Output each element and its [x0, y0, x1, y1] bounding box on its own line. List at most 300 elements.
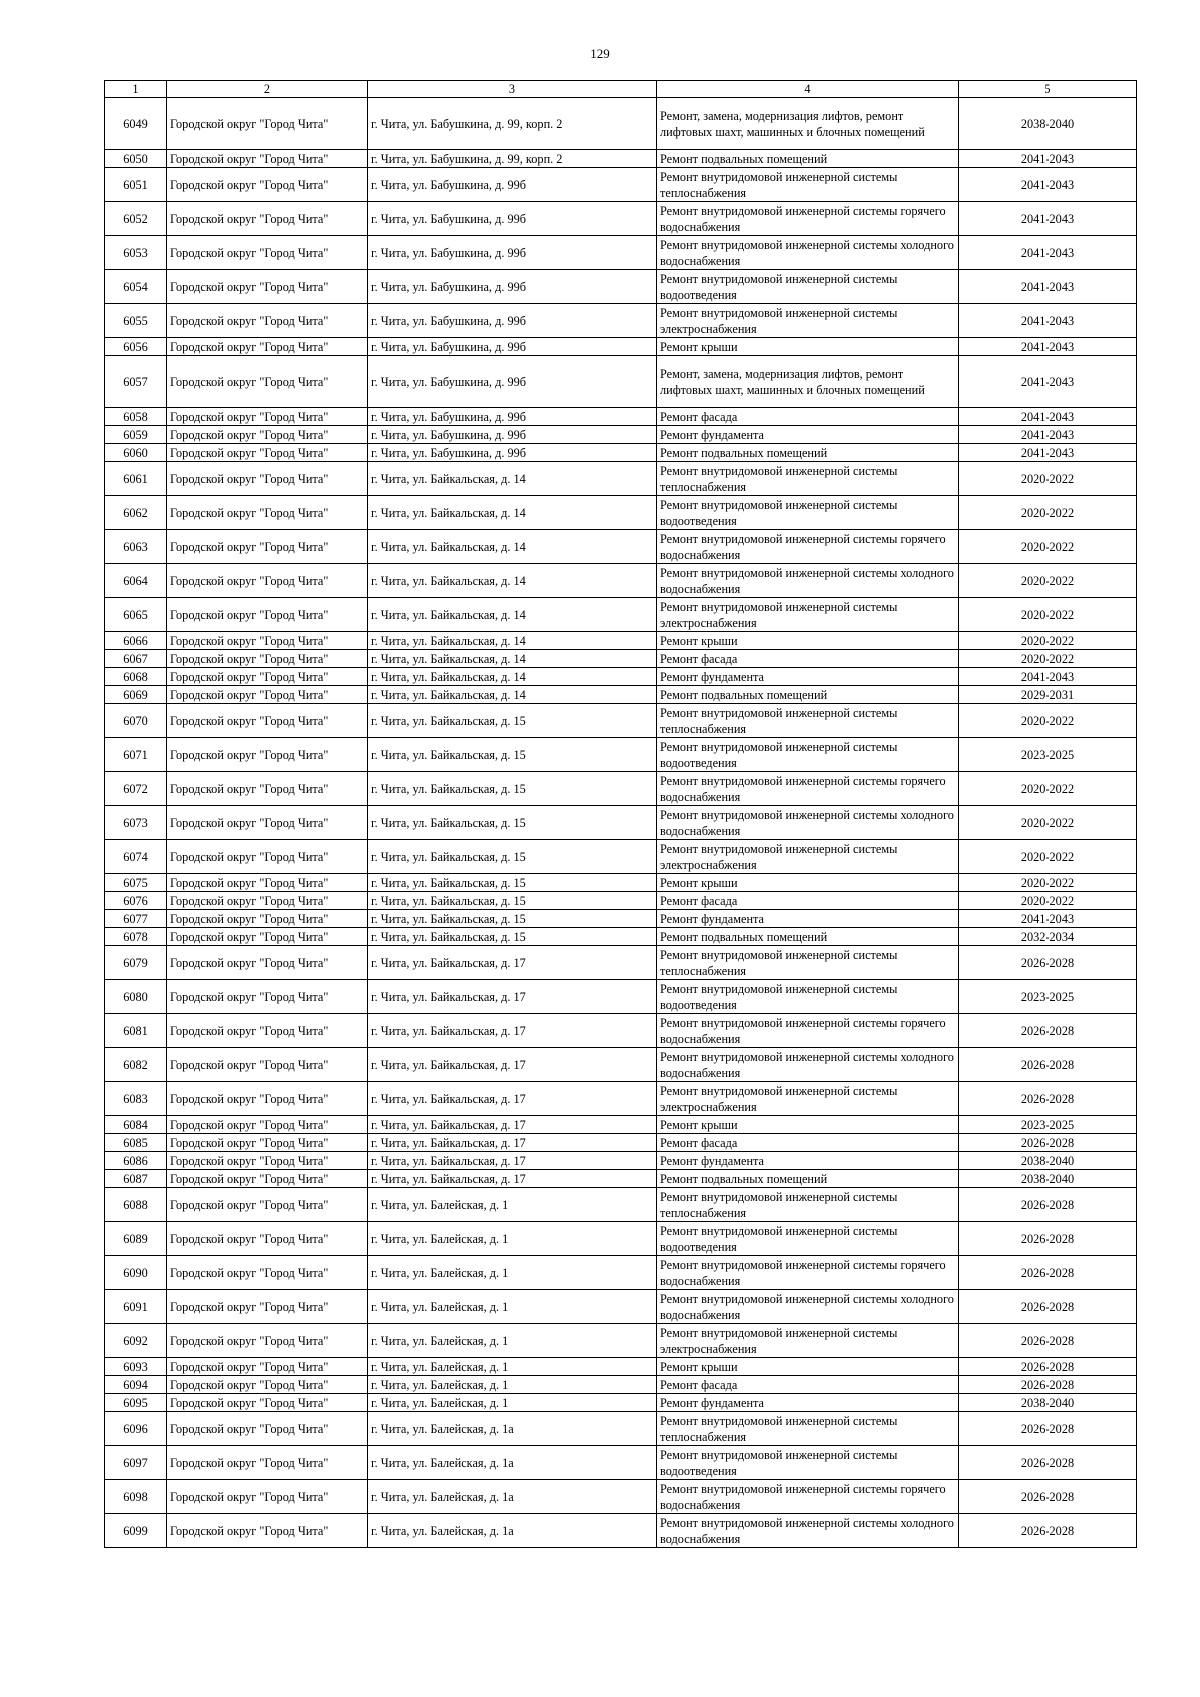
- period-cell: 2026-2028: [959, 1324, 1137, 1358]
- column-header: 2: [167, 81, 368, 98]
- row-number: 6052: [105, 202, 167, 236]
- row-number: 6057: [105, 356, 167, 408]
- period-cell: 2020-2022: [959, 806, 1137, 840]
- municipality-cell: Городской округ "Город Чита": [167, 496, 368, 530]
- period-cell: 2041-2043: [959, 338, 1137, 356]
- table-row: [105, 1188, 1137, 1222]
- municipality-cell: Городской округ "Город Чита": [167, 1394, 368, 1412]
- work-type-cell: Ремонт внутридомовой инженерной системы водоотведения: [657, 496, 959, 530]
- address-cell: г. Чита, ул. Бабушкина, д. 99б: [368, 236, 657, 270]
- address-cell: г. Чита, ул. Бабушкина, д. 99, корп. 2: [368, 150, 657, 168]
- period-cell: 2020-2022: [959, 892, 1137, 910]
- table-row: [105, 1394, 1137, 1412]
- period-cell: 2032-2034: [959, 928, 1137, 946]
- address-cell: г. Чита, ул. Байкальская, д. 14: [368, 564, 657, 598]
- row-number: 6066: [105, 632, 167, 650]
- table-row: [105, 946, 1137, 980]
- work-type-cell: Ремонт внутридомовой инженерной системы электроснабжения: [657, 840, 959, 874]
- period-cell: 2041-2043: [959, 426, 1137, 444]
- address-cell: г. Чита, ул. Балейская, д. 1: [368, 1290, 657, 1324]
- row-number: 6095: [105, 1394, 167, 1412]
- row-number: 6087: [105, 1170, 167, 1188]
- row-number: 6090: [105, 1256, 167, 1290]
- work-type-cell: Ремонт внутридомовой инженерной системы водоотведения: [657, 738, 959, 772]
- work-type-cell: Ремонт крыши: [657, 338, 959, 356]
- municipality-cell: Городской округ "Город Чита": [167, 462, 368, 496]
- period-cell: 2026-2028: [959, 1222, 1137, 1256]
- table-row: [105, 928, 1137, 946]
- address-cell: г. Чита, ул. Байкальская, д. 17: [368, 1170, 657, 1188]
- municipality-cell: Городской округ "Город Чита": [167, 530, 368, 564]
- table-row: [105, 806, 1137, 840]
- table-row: [105, 236, 1137, 270]
- period-cell: 2041-2043: [959, 356, 1137, 408]
- period-cell: 2041-2043: [959, 910, 1137, 928]
- work-type-cell: Ремонт внутридомовой инженерной системы теплоснабжения: [657, 168, 959, 202]
- table-row: [105, 1480, 1137, 1514]
- table-row: [105, 598, 1137, 632]
- period-cell: 2020-2022: [959, 650, 1137, 668]
- municipality-cell: Городской округ "Город Чита": [167, 928, 368, 946]
- row-number: 6070: [105, 704, 167, 738]
- period-cell: 2026-2028: [959, 1290, 1137, 1324]
- table-row: [105, 270, 1137, 304]
- address-cell: г. Чита, ул. Байкальская, д. 15: [368, 874, 657, 892]
- work-type-cell: Ремонт фасада: [657, 1376, 959, 1394]
- municipality-cell: Городской округ "Город Чита": [167, 1376, 368, 1394]
- period-cell: 2041-2043: [959, 270, 1137, 304]
- work-type-cell: Ремонт внутридомовой инженерной системы горячего водоснабжения: [657, 1014, 959, 1048]
- period-cell: 2020-2022: [959, 772, 1137, 806]
- table-row: [105, 980, 1137, 1014]
- period-cell: 2041-2043: [959, 168, 1137, 202]
- address-cell: г. Чита, ул. Байкальская, д. 17: [368, 1134, 657, 1152]
- address-cell: г. Чита, ул. Байкальская, д. 15: [368, 928, 657, 946]
- work-type-cell: Ремонт внутридомовой инженерной системы горячего водоснабжения: [657, 1256, 959, 1290]
- work-type-cell: Ремонт подвальных помещений: [657, 928, 959, 946]
- row-number: 6054: [105, 270, 167, 304]
- work-type-cell: Ремонт внутридомовой инженерной системы теплоснабжения: [657, 1188, 959, 1222]
- period-cell: 2020-2022: [959, 704, 1137, 738]
- address-cell: г. Чита, ул. Балейская, д. 1: [368, 1256, 657, 1290]
- period-cell: 2026-2028: [959, 1514, 1137, 1548]
- work-type-cell: Ремонт фасада: [657, 1134, 959, 1152]
- table-row: [105, 632, 1137, 650]
- municipality-cell: Городской округ "Город Чита": [167, 1188, 368, 1222]
- period-cell: 2041-2043: [959, 202, 1137, 236]
- column-header: 3: [368, 81, 657, 98]
- period-cell: 2038-2040: [959, 1394, 1137, 1412]
- row-number: 6067: [105, 650, 167, 668]
- table-row: [105, 408, 1137, 426]
- period-cell: 2020-2022: [959, 496, 1137, 530]
- row-number: 6053: [105, 236, 167, 270]
- municipality-cell: Городской округ "Город Чита": [167, 840, 368, 874]
- work-type-cell: Ремонт фундамента: [657, 668, 959, 686]
- table-row: [105, 874, 1137, 892]
- table-row: [105, 704, 1137, 738]
- address-cell: г. Чита, ул. Балейская, д. 1: [368, 1324, 657, 1358]
- period-cell: 2026-2028: [959, 1188, 1137, 1222]
- address-cell: г. Чита, ул. Байкальская, д. 17: [368, 980, 657, 1014]
- work-type-cell: Ремонт внутридомовой инженерной системы горячего водоснабжения: [657, 530, 959, 564]
- address-cell: г. Чита, ул. Байкальская, д. 17: [368, 1152, 657, 1170]
- period-cell: 2041-2043: [959, 150, 1137, 168]
- work-type-cell: Ремонт крыши: [657, 874, 959, 892]
- table-row: [105, 1014, 1137, 1048]
- address-cell: г. Чита, ул. Байкальская, д. 15: [368, 840, 657, 874]
- period-cell: 2026-2028: [959, 1412, 1137, 1446]
- table-row: [105, 1446, 1137, 1480]
- row-number: 6089: [105, 1222, 167, 1256]
- row-number: 6074: [105, 840, 167, 874]
- row-number: 6088: [105, 1188, 167, 1222]
- row-number: 6094: [105, 1376, 167, 1394]
- row-number: 6098: [105, 1480, 167, 1514]
- period-cell: 2041-2043: [959, 236, 1137, 270]
- work-type-cell: Ремонт внутридомовой инженерной системы холодного водоснабжения: [657, 236, 959, 270]
- row-number: 6055: [105, 304, 167, 338]
- municipality-cell: Городской округ "Город Чита": [167, 202, 368, 236]
- work-type-cell: Ремонт подвальных помещений: [657, 150, 959, 168]
- row-number: 6063: [105, 530, 167, 564]
- period-cell: 2023-2025: [959, 980, 1137, 1014]
- column-header: 1: [105, 81, 167, 98]
- table-row: [105, 772, 1137, 806]
- municipality-cell: Городской округ "Город Чита": [167, 426, 368, 444]
- address-cell: г. Чита, ул. Байкальская, д. 17: [368, 1082, 657, 1116]
- work-type-cell: Ремонт крыши: [657, 1116, 959, 1134]
- period-cell: 2041-2043: [959, 408, 1137, 426]
- work-type-cell: Ремонт внутридомовой инженерной системы электроснабжения: [657, 1082, 959, 1116]
- municipality-cell: Городской округ "Город Чита": [167, 408, 368, 426]
- municipality-cell: Городской округ "Город Чита": [167, 598, 368, 632]
- work-type-cell: Ремонт крыши: [657, 632, 959, 650]
- table-row: [105, 1324, 1137, 1358]
- table-row: [105, 1170, 1137, 1188]
- table-row: [105, 892, 1137, 910]
- table-row: [105, 738, 1137, 772]
- period-cell: 2020-2022: [959, 874, 1137, 892]
- work-type-cell: Ремонт внутридомовой инженерной системы холодного водоснабжения: [657, 1048, 959, 1082]
- municipality-cell: Городской округ "Город Чита": [167, 946, 368, 980]
- address-cell: г. Чита, ул. Балейская, д. 1: [368, 1376, 657, 1394]
- table-row: [105, 356, 1137, 408]
- column-header: 5: [959, 81, 1137, 98]
- municipality-cell: Городской округ "Город Чита": [167, 772, 368, 806]
- table-row: [105, 1290, 1137, 1324]
- municipality-cell: Городской округ "Город Чита": [167, 338, 368, 356]
- row-number: 6097: [105, 1446, 167, 1480]
- municipality-cell: Городской округ "Город Чита": [167, 910, 368, 928]
- row-number: 6076: [105, 892, 167, 910]
- row-number: 6072: [105, 772, 167, 806]
- table-header-row: [105, 81, 1137, 98]
- municipality-cell: Городской округ "Город Чита": [167, 444, 368, 462]
- municipality-cell: Городской округ "Город Чита": [167, 1152, 368, 1170]
- work-type-cell: Ремонт внутридомовой инженерной системы водоотведения: [657, 1446, 959, 1480]
- row-number: 6079: [105, 946, 167, 980]
- work-type-cell: Ремонт подвальных помещений: [657, 686, 959, 704]
- address-cell: г. Чита, ул. Байкальская, д. 17: [368, 1116, 657, 1134]
- municipality-cell: Городской округ "Город Чита": [167, 1446, 368, 1480]
- municipality-cell: Городской округ "Город Чита": [167, 304, 368, 338]
- table-row: [105, 98, 1137, 150]
- municipality-cell: Городской округ "Город Чита": [167, 892, 368, 910]
- address-cell: г. Чита, ул. Бабушкина, д. 99, корп. 2: [368, 98, 657, 150]
- table-row: [105, 1256, 1137, 1290]
- address-cell: г. Чита, ул. Балейская, д. 1: [368, 1188, 657, 1222]
- municipality-cell: Городской округ "Город Чита": [167, 874, 368, 892]
- address-cell: г. Чита, ул. Балейская, д. 1: [368, 1394, 657, 1412]
- municipality-cell: Городской округ "Город Чита": [167, 632, 368, 650]
- work-type-cell: Ремонт фундамента: [657, 426, 959, 444]
- address-cell: г. Чита, ул. Балейская, д. 1а: [368, 1514, 657, 1548]
- row-number: 6084: [105, 1116, 167, 1134]
- address-cell: г. Чита, ул. Балейская, д. 1а: [368, 1446, 657, 1480]
- period-cell: 2026-2028: [959, 1014, 1137, 1048]
- municipality-cell: Городской округ "Город Чита": [167, 1014, 368, 1048]
- period-cell: 2026-2028: [959, 1446, 1137, 1480]
- table-row: [105, 1134, 1137, 1152]
- work-type-cell: Ремонт внутридомовой инженерной системы электроснабжения: [657, 1324, 959, 1358]
- repair-schedule-table: [104, 80, 1137, 1548]
- work-type-cell: Ремонт фасада: [657, 892, 959, 910]
- row-number: 6078: [105, 928, 167, 946]
- row-number: 6056: [105, 338, 167, 356]
- work-type-cell: Ремонт внутридомовой инженерной системы холодного водоснабжения: [657, 1514, 959, 1548]
- address-cell: г. Чита, ул. Бабушкина, д. 99б: [368, 270, 657, 304]
- municipality-cell: Городской округ "Город Чита": [167, 686, 368, 704]
- municipality-cell: Городской округ "Город Чита": [167, 980, 368, 1014]
- row-number: 6065: [105, 598, 167, 632]
- address-cell: г. Чита, ул. Бабушкина, д. 99б: [368, 408, 657, 426]
- row-number: 6062: [105, 496, 167, 530]
- work-type-cell: Ремонт внутридомовой инженерной системы горячего водоснабжения: [657, 1480, 959, 1514]
- column-header: 4: [657, 81, 959, 98]
- row-number: 6099: [105, 1514, 167, 1548]
- municipality-cell: Городской округ "Город Чита": [167, 1358, 368, 1376]
- address-cell: г. Чита, ул. Балейская, д. 1: [368, 1222, 657, 1256]
- table-row: [105, 150, 1137, 168]
- work-type-cell: Ремонт фундамента: [657, 910, 959, 928]
- period-cell: 2023-2025: [959, 1116, 1137, 1134]
- row-number: 6061: [105, 462, 167, 496]
- address-cell: г. Чита, ул. Бабушкина, д. 99б: [368, 426, 657, 444]
- table-row: [105, 910, 1137, 928]
- municipality-cell: Городской округ "Город Чита": [167, 1116, 368, 1134]
- table-row: [105, 496, 1137, 530]
- municipality-cell: Городской округ "Город Чита": [167, 1290, 368, 1324]
- row-number: 6075: [105, 874, 167, 892]
- municipality-cell: Городской округ "Город Чита": [167, 704, 368, 738]
- work-type-cell: Ремонт внутридомовой инженерной системы теплоснабжения: [657, 946, 959, 980]
- period-cell: 2026-2028: [959, 1134, 1137, 1152]
- address-cell: г. Чита, ул. Байкальская, д. 14: [368, 530, 657, 564]
- period-cell: 2026-2028: [959, 1082, 1137, 1116]
- work-type-cell: Ремонт фасада: [657, 408, 959, 426]
- row-number: 6082: [105, 1048, 167, 1082]
- address-cell: г. Чита, ул. Бабушкина, д. 99б: [368, 444, 657, 462]
- address-cell: г. Чита, ул. Байкальская, д. 17: [368, 1014, 657, 1048]
- row-number: 6077: [105, 910, 167, 928]
- work-type-cell: Ремонт внутридомовой инженерной системы водоотведения: [657, 270, 959, 304]
- work-type-cell: Ремонт внутридомовой инженерной системы горячего водоснабжения: [657, 202, 959, 236]
- period-cell: 2038-2040: [959, 98, 1137, 150]
- row-number: 6091: [105, 1290, 167, 1324]
- row-number: 6073: [105, 806, 167, 840]
- period-cell: 2020-2022: [959, 530, 1137, 564]
- table-row: [105, 530, 1137, 564]
- work-type-cell: Ремонт подвальных помещений: [657, 444, 959, 462]
- municipality-cell: Городской округ "Город Чита": [167, 270, 368, 304]
- work-type-cell: Ремонт внутридомовой инженерной системы холодного водоснабжения: [657, 564, 959, 598]
- address-cell: г. Чита, ул. Байкальская, д. 17: [368, 1048, 657, 1082]
- address-cell: г. Чита, ул. Балейская, д. 1а: [368, 1480, 657, 1514]
- address-cell: г. Чита, ул. Байкальская, д. 15: [368, 738, 657, 772]
- address-cell: г. Чита, ул. Бабушкина, д. 99б: [368, 202, 657, 236]
- work-type-cell: Ремонт фасада: [657, 650, 959, 668]
- table-row: [105, 462, 1137, 496]
- address-cell: г. Чита, ул. Байкальская, д. 15: [368, 772, 657, 806]
- period-cell: 2038-2040: [959, 1170, 1137, 1188]
- municipality-cell: Городской округ "Город Чита": [167, 1256, 368, 1290]
- work-type-cell: Ремонт внутридомовой инженерной системы холодного водоснабжения: [657, 1290, 959, 1324]
- work-type-cell: Ремонт внутридомовой инженерной системы горячего водоснабжения: [657, 772, 959, 806]
- municipality-cell: Городской округ "Город Чита": [167, 806, 368, 840]
- work-type-cell: Ремонт, замена, модернизация лифтов, ремонт лифтовых шахт, машинных и блочных помещений: [657, 98, 959, 150]
- address-cell: г. Чита, ул. Байкальская, д. 14: [368, 496, 657, 530]
- period-cell: 2041-2043: [959, 668, 1137, 686]
- work-type-cell: Ремонт внутридомовой инженерной системы теплоснабжения: [657, 462, 959, 496]
- address-cell: г. Чита, ул. Байкальская, д. 15: [368, 806, 657, 840]
- table-row: [105, 338, 1137, 356]
- work-type-cell: Ремонт крыши: [657, 1358, 959, 1376]
- address-cell: г. Чита, ул. Байкальская, д. 15: [368, 704, 657, 738]
- row-number: 6096: [105, 1412, 167, 1446]
- address-cell: г. Чита, ул. Балейская, д. 1а: [368, 1412, 657, 1446]
- row-number: 6069: [105, 686, 167, 704]
- municipality-cell: Городской округ "Город Чита": [167, 738, 368, 772]
- address-cell: г. Чита, ул. Байкальская, д. 14: [368, 462, 657, 496]
- municipality-cell: Городской округ "Город Чита": [167, 564, 368, 598]
- row-number: 6092: [105, 1324, 167, 1358]
- address-cell: г. Чита, ул. Байкальская, д. 14: [368, 650, 657, 668]
- row-number: 6059: [105, 426, 167, 444]
- municipality-cell: Городской округ "Город Чита": [167, 1082, 368, 1116]
- table-row: [105, 1514, 1137, 1548]
- municipality-cell: Городской округ "Город Чита": [167, 1480, 368, 1514]
- work-type-cell: Ремонт фундамента: [657, 1152, 959, 1170]
- municipality-cell: Городской округ "Город Чита": [167, 1222, 368, 1256]
- work-type-cell: Ремонт внутридомовой инженерной системы водоотведения: [657, 980, 959, 1014]
- table-body: [105, 81, 1137, 1548]
- row-number: 6058: [105, 408, 167, 426]
- row-number: 6068: [105, 668, 167, 686]
- table-row: [105, 564, 1137, 598]
- municipality-cell: Городской округ "Город Чита": [167, 1048, 368, 1082]
- period-cell: 2041-2043: [959, 444, 1137, 462]
- address-cell: г. Чита, ул. Байкальская, д. 14: [368, 632, 657, 650]
- work-type-cell: Ремонт внутридомовой инженерной системы теплоснабжения: [657, 1412, 959, 1446]
- municipality-cell: Городской округ "Город Чита": [167, 1170, 368, 1188]
- municipality-cell: Городской округ "Город Чита": [167, 356, 368, 408]
- period-cell: 2029-2031: [959, 686, 1137, 704]
- address-cell: г. Чита, ул. Бабушкина, д. 99б: [368, 304, 657, 338]
- period-cell: 2026-2028: [959, 946, 1137, 980]
- period-cell: 2026-2028: [959, 1256, 1137, 1290]
- row-number: 6071: [105, 738, 167, 772]
- table-row: [105, 444, 1137, 462]
- work-type-cell: Ремонт внутридомовой инженерной системы электроснабжения: [657, 598, 959, 632]
- table-row: [105, 1222, 1137, 1256]
- table-row: [105, 1376, 1137, 1394]
- work-type-cell: Ремонт внутридомовой инженерной системы электроснабжения: [657, 304, 959, 338]
- period-cell: 2020-2022: [959, 564, 1137, 598]
- table-row: [105, 1116, 1137, 1134]
- address-cell: г. Чита, ул. Балейская, д. 1: [368, 1358, 657, 1376]
- row-number: 6049: [105, 98, 167, 150]
- period-cell: 2041-2043: [959, 304, 1137, 338]
- address-cell: г. Чита, ул. Байкальская, д. 14: [368, 686, 657, 704]
- work-type-cell: Ремонт внутридомовой инженерной системы водоотведения: [657, 1222, 959, 1256]
- table-row: [105, 1412, 1137, 1446]
- page-number: 129: [590, 46, 610, 61]
- row-number: 6060: [105, 444, 167, 462]
- address-cell: г. Чита, ул. Бабушкина, д. 99б: [368, 168, 657, 202]
- table-row: [105, 1152, 1137, 1170]
- municipality-cell: Городской округ "Город Чита": [167, 1324, 368, 1358]
- period-cell: 2020-2022: [959, 462, 1137, 496]
- address-cell: г. Чита, ул. Бабушкина, д. 99б: [368, 356, 657, 408]
- table-row: [105, 668, 1137, 686]
- municipality-cell: Городской округ "Город Чита": [167, 98, 368, 150]
- municipality-cell: Городской округ "Город Чита": [167, 668, 368, 686]
- municipality-cell: Городской округ "Город Чита": [167, 1514, 368, 1548]
- work-type-cell: Ремонт фундамента: [657, 1394, 959, 1412]
- period-cell: 2020-2022: [959, 598, 1137, 632]
- address-cell: г. Чита, ул. Бабушкина, д. 99б: [368, 338, 657, 356]
- address-cell: г. Чита, ул. Байкальская, д. 14: [368, 598, 657, 632]
- table-row: [105, 1358, 1137, 1376]
- table-row: [105, 426, 1137, 444]
- period-cell: 2026-2028: [959, 1480, 1137, 1514]
- municipality-cell: Городской округ "Город Чита": [167, 168, 368, 202]
- period-cell: 2026-2028: [959, 1358, 1137, 1376]
- row-number: 6083: [105, 1082, 167, 1116]
- period-cell: 2038-2040: [959, 1152, 1137, 1170]
- work-type-cell: Ремонт, замена, модернизация лифтов, ремонт лифтовых шахт, машинных и блочных помещений: [657, 356, 959, 408]
- address-cell: г. Чита, ул. Байкальская, д. 15: [368, 892, 657, 910]
- municipality-cell: Городской округ "Город Чита": [167, 236, 368, 270]
- table-row: [105, 686, 1137, 704]
- address-cell: г. Чита, ул. Байкальская, д. 15: [368, 910, 657, 928]
- table-row: [105, 840, 1137, 874]
- row-number: 6080: [105, 980, 167, 1014]
- work-type-cell: Ремонт внутридомовой инженерной системы холодного водоснабжения: [657, 806, 959, 840]
- period-cell: 2020-2022: [959, 840, 1137, 874]
- table-row: [105, 168, 1137, 202]
- row-number: 6086: [105, 1152, 167, 1170]
- address-cell: г. Чита, ул. Байкальская, д. 14: [368, 668, 657, 686]
- row-number: 6085: [105, 1134, 167, 1152]
- table-row: [105, 1048, 1137, 1082]
- row-number: 6050: [105, 150, 167, 168]
- municipality-cell: Городской округ "Город Чита": [167, 650, 368, 668]
- row-number: 6093: [105, 1358, 167, 1376]
- row-number: 6051: [105, 168, 167, 202]
- table-row: [105, 202, 1137, 236]
